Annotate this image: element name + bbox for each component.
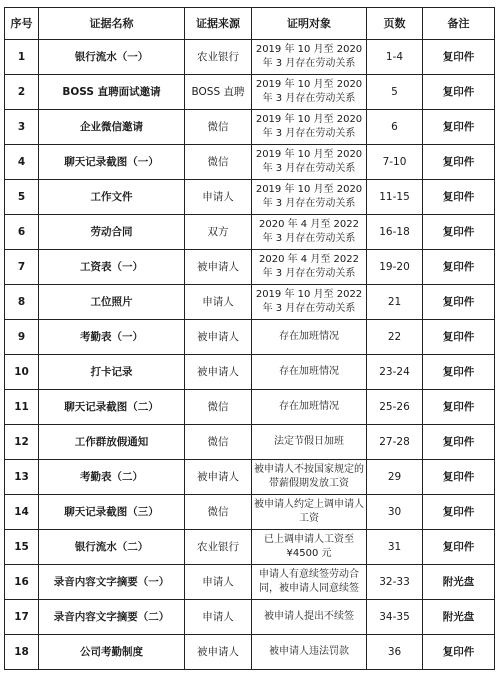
table-header bbox=[5, 8, 495, 40]
evidence-source: 申请人 bbox=[185, 180, 252, 215]
proof-object: 存在加班情况 bbox=[252, 390, 367, 425]
row-number: 6 bbox=[5, 215, 39, 250]
remark: 复印件 bbox=[423, 355, 495, 390]
evidence-name: 聊天记录截图（三） bbox=[39, 495, 185, 530]
page-range: 34-35 bbox=[367, 600, 423, 635]
header-evidence-source: 证据来源 bbox=[185, 8, 252, 40]
evidence-name: 录音内容文字摘要（一） bbox=[39, 565, 185, 600]
remark: 复印件 bbox=[423, 425, 495, 460]
row-number: 2 bbox=[5, 75, 39, 110]
table-row bbox=[5, 75, 495, 110]
table-row bbox=[5, 320, 495, 355]
evidence-name: 考勤表（一） bbox=[39, 320, 185, 355]
evidence-source: 被申请人 bbox=[185, 460, 252, 495]
page-range: 19-20 bbox=[367, 250, 423, 285]
table-row bbox=[5, 635, 495, 670]
remark: 复印件 bbox=[423, 250, 495, 285]
table-row bbox=[5, 390, 495, 425]
evidence-name: 银行流水（二） bbox=[39, 530, 185, 565]
table-row bbox=[5, 250, 495, 285]
table-row bbox=[5, 215, 495, 250]
row-number: 11 bbox=[5, 390, 39, 425]
evidence-source: 微信 bbox=[185, 110, 252, 145]
table-row bbox=[5, 495, 495, 530]
evidence-name: 劳动合同 bbox=[39, 215, 185, 250]
page-range: 21 bbox=[367, 285, 423, 320]
evidence-list-table bbox=[4, 7, 495, 670]
proof-object: 被申请人提出不续签 bbox=[252, 600, 367, 635]
remark: 复印件 bbox=[423, 495, 495, 530]
evidence-source: BOSS 直聘 bbox=[185, 75, 252, 110]
header-no: 序号 bbox=[5, 8, 39, 40]
evidence-source: 申请人 bbox=[185, 285, 252, 320]
page-range: 1-4 bbox=[367, 40, 423, 75]
proof-object: 2019 年 10 月至 2020 年 3 月存在劳动关系 bbox=[252, 75, 367, 110]
remark: 复印件 bbox=[423, 530, 495, 565]
page-range: 5 bbox=[367, 75, 423, 110]
page-range: 23-24 bbox=[367, 355, 423, 390]
proof-object: 被申请人不按国家规定的带薪假期发放工资 bbox=[252, 460, 367, 495]
evidence-name: BOSS 直聘面试邀请 bbox=[39, 75, 185, 110]
evidence-source: 被申请人 bbox=[185, 635, 252, 670]
evidence-source: 农业银行 bbox=[185, 40, 252, 75]
remark: 附光盘 bbox=[423, 600, 495, 635]
page-range: 27-28 bbox=[367, 425, 423, 460]
evidence-name: 考勤表（二） bbox=[39, 460, 185, 495]
row-number: 7 bbox=[5, 250, 39, 285]
header-row bbox=[5, 8, 495, 40]
remark: 复印件 bbox=[423, 285, 495, 320]
proof-object: 2019 年 10 月至 2022 年 3 月存在劳动关系 bbox=[252, 285, 367, 320]
remark: 复印件 bbox=[423, 320, 495, 355]
evidence-name: 工位照片 bbox=[39, 285, 185, 320]
header-proof-object: 证明对象 bbox=[252, 8, 367, 40]
row-number: 17 bbox=[5, 600, 39, 635]
remark: 复印件 bbox=[423, 390, 495, 425]
evidence-name: 聊天记录截图（二） bbox=[39, 390, 185, 425]
table-row bbox=[5, 530, 495, 565]
evidence-name: 工作文件 bbox=[39, 180, 185, 215]
table-row bbox=[5, 180, 495, 215]
row-number: 16 bbox=[5, 565, 39, 600]
page-range: 7-10 bbox=[367, 145, 423, 180]
header-evidence-name: 证据名称 bbox=[39, 8, 185, 40]
proof-object: 2020 年 4 月至 2022 年 3 月存在劳动关系 bbox=[252, 250, 367, 285]
evidence-source: 微信 bbox=[185, 495, 252, 530]
proof-object: 2019 年 10 月至 2020 年 3 月存在劳动关系 bbox=[252, 180, 367, 215]
remark: 复印件 bbox=[423, 180, 495, 215]
row-number: 4 bbox=[5, 145, 39, 180]
page-range: 25-26 bbox=[367, 390, 423, 425]
table-row bbox=[5, 145, 495, 180]
table-row bbox=[5, 600, 495, 635]
page-range: 31 bbox=[367, 530, 423, 565]
header-remark: 备注 bbox=[423, 8, 495, 40]
table-row bbox=[5, 355, 495, 390]
remark: 复印件 bbox=[423, 215, 495, 250]
remark: 复印件 bbox=[423, 145, 495, 180]
proof-object: 2020 年 4 月至 2022 年 3 月存在劳动关系 bbox=[252, 215, 367, 250]
row-number: 10 bbox=[5, 355, 39, 390]
row-number: 8 bbox=[5, 285, 39, 320]
evidence-name: 录音内容文字摘要（二） bbox=[39, 600, 185, 635]
evidence-source: 被申请人 bbox=[185, 355, 252, 390]
remark: 复印件 bbox=[423, 110, 495, 145]
remark: 附光盘 bbox=[423, 565, 495, 600]
proof-object: 2019 年 10 月至 2020 年 3 月存在劳动关系 bbox=[252, 40, 367, 75]
evidence-source: 双方 bbox=[185, 215, 252, 250]
table-body bbox=[5, 40, 495, 670]
evidence-source: 微信 bbox=[185, 425, 252, 460]
row-number: 1 bbox=[5, 40, 39, 75]
evidence-source: 申请人 bbox=[185, 565, 252, 600]
remark: 复印件 bbox=[423, 635, 495, 670]
row-number: 18 bbox=[5, 635, 39, 670]
evidence-name: 工资表（一） bbox=[39, 250, 185, 285]
page-range: 16-18 bbox=[367, 215, 423, 250]
header-pages: 页数 bbox=[367, 8, 423, 40]
proof-object: 已上调申请人工资至 ¥4500 元 bbox=[252, 530, 367, 565]
table-row bbox=[5, 40, 495, 75]
remark: 复印件 bbox=[423, 460, 495, 495]
proof-object: 2019 年 10 月至 2020 年 3 月存在劳动关系 bbox=[252, 145, 367, 180]
proof-object: 被申请人违法罚款 bbox=[252, 635, 367, 670]
evidence-source: 微信 bbox=[185, 390, 252, 425]
page-range: 32-33 bbox=[367, 565, 423, 600]
evidence-source: 被申请人 bbox=[185, 250, 252, 285]
page-range: 11-15 bbox=[367, 180, 423, 215]
evidence-name: 企业微信邀请 bbox=[39, 110, 185, 145]
evidence-name: 工作群放假通知 bbox=[39, 425, 185, 460]
evidence-source: 微信 bbox=[185, 145, 252, 180]
page-range: 36 bbox=[367, 635, 423, 670]
row-number: 5 bbox=[5, 180, 39, 215]
proof-object: 存在加班情况 bbox=[252, 320, 367, 355]
row-number: 12 bbox=[5, 425, 39, 460]
row-number: 13 bbox=[5, 460, 39, 495]
row-number: 15 bbox=[5, 530, 39, 565]
row-number: 9 bbox=[5, 320, 39, 355]
proof-object: 2019 年 10 月至 2020 年 3 月存在劳动关系 bbox=[252, 110, 367, 145]
row-number: 14 bbox=[5, 495, 39, 530]
evidence-source: 申请人 bbox=[185, 600, 252, 635]
page-range: 30 bbox=[367, 495, 423, 530]
evidence-name: 公司考勤制度 bbox=[39, 635, 185, 670]
remark: 复印件 bbox=[423, 40, 495, 75]
evidence-source: 农业银行 bbox=[185, 530, 252, 565]
table-row bbox=[5, 110, 495, 145]
proof-object: 法定节假日加班 bbox=[252, 425, 367, 460]
evidence-source: 被申请人 bbox=[185, 320, 252, 355]
proof-object: 存在加班情况 bbox=[252, 355, 367, 390]
page-range: 22 bbox=[367, 320, 423, 355]
proof-object: 申请人有意续签劳动合同，被申请人同意续签 bbox=[252, 565, 367, 600]
evidence-name: 打卡记录 bbox=[39, 355, 185, 390]
table-row bbox=[5, 425, 495, 460]
remark: 复印件 bbox=[423, 75, 495, 110]
table-row bbox=[5, 460, 495, 495]
page-range: 29 bbox=[367, 460, 423, 495]
table-row bbox=[5, 285, 495, 320]
evidence-name: 聊天记录截图（一） bbox=[39, 145, 185, 180]
evidence-name: 银行流水（一） bbox=[39, 40, 185, 75]
page-range: 6 bbox=[367, 110, 423, 145]
row-number: 3 bbox=[5, 110, 39, 145]
table-row bbox=[5, 565, 495, 600]
proof-object: 被申请人约定上调申请人工资 bbox=[252, 495, 367, 530]
